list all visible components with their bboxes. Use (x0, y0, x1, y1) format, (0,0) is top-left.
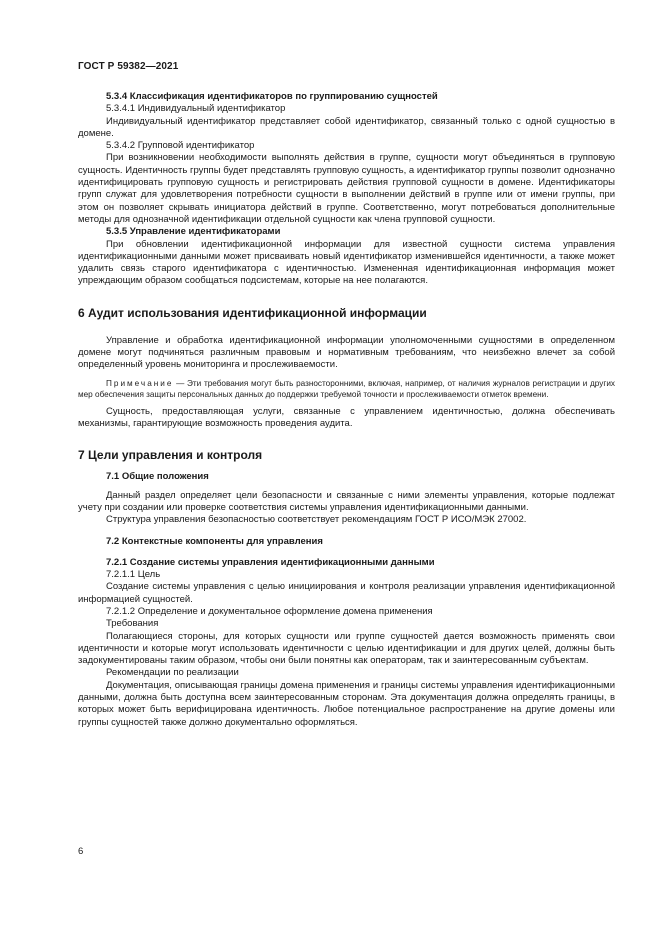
note (78, 378, 615, 400)
paragraph: Данный раздел определяет цели безопасности и связанные с ними элементы управления, которые подлежат учету при создании или проверке соответствия системы управления идентификационными данными. (78, 489, 615, 513)
note-text: — Эти требования могут быть разносторонними, включая, например, от наличия журналов регистрации и других мер обеспечения защиты персональных данных до поддержки требуемой точности и прослеживаемости отметок времени. (78, 378, 615, 399)
section-7-2-1-1-title: 7.2.1.1 Цель (106, 569, 161, 581)
section-7-1-title: 7.1 Общие положения (106, 471, 209, 483)
section-5-3-4-2-title: 5.3.4.2 Групповой идентификатор (106, 140, 255, 152)
page-number: 6 (78, 846, 84, 857)
paragraph: Создание системы управления с целью инициирования и контроля реализации управления идентификационной информацией сущностей. (78, 581, 615, 605)
paragraph: При обновлении идентификационной информации для известной сущности система управления идентификационными данными может присваивать новый идентификатор изменившейся идентичности, а также может удалить связь старого идентификатора с идентичностью. Измененная идентификационная информация может упреждающим образом сообщаться подсистемам, которые на нее полагаются. (78, 238, 615, 287)
paragraph: Сущность, предоставляющая услуги, связанные с управлением идентичностью, должна обеспечивать механизмы, гарантирующие возможность проведения аудита. (78, 405, 615, 429)
section-5-3-4-title: 5.3.4 Классификация идентификаторов по группированию сущностей (106, 91, 438, 102)
requirements-label: Требования (106, 618, 159, 630)
section-6-title: 6 Аудит использования идентификационной информации (78, 305, 427, 320)
paragraph: Управление и обработка идентификационной информации уполномоченными сущностями в определенном домене могут подчиняться различным правовым и нормативным требованиям, что неизбежно влечет за собой определенный уровень мониторинга и прослеживаемости. (78, 334, 615, 371)
paragraph: Структура управления безопасностью соответствует рекомендациям ГОСТ Р ИСО/МЭК 27002. (106, 514, 527, 526)
section-7-2-1-2-title: 7.2.1.2 Определение и документальное оформление домена применения (106, 605, 433, 617)
paragraph: Полагающиеся стороны, для которых сущности или группе сущностей дается возможность применять свои идентичности и которые могут использовать идентичности с целью идентификации и для других целей, должны быть задокументированы таким образом, чтобы они были понятны как операторам, так и заинтересованным субъектам. (78, 630, 615, 667)
recommendations-label: Рекомендации по реализации (106, 667, 239, 679)
section-5-3-4-1-title: 5.3.4.1 Индивидуальный идентификатор (106, 103, 286, 115)
document-header: ГОСТ Р 59382—2021 (78, 61, 179, 72)
paragraph: Индивидуальный идентификатор представляет собой идентификатор, связанный только с одной сущностью в домене. (78, 115, 615, 139)
note-label: Примечание (106, 378, 174, 388)
section-7-title: 7 Цели управления и контроля (78, 448, 263, 463)
section-7-2-title: 7.2 Контекстные компоненты для управления (106, 536, 323, 548)
section-5-3-5-title: 5.3.5 Управление идентификаторами (106, 226, 281, 238)
document-body (78, 91, 615, 729)
paragraph: Документация, описывающая границы домена применения и границы системы управления идентификационными данными, должна быть доступна всем заинтересованным сторонам. Эта документация должна определять границы, в которых может быть верифицирована идентичность. Любое потенциальное распространение на другие домены или группы сущностей также должно документально оформляться. (78, 679, 615, 728)
paragraph: При возникновении необходимости выполнять действия в группе, сущности могут объединяться в групповую сущность. Идентичность группы будет представлять групповую сущность, а идентификатор группы позволит однозначно идентифицировать групповую сущность и регистрировать действия групповой сущности в домене. Идентификаторы групп служат для удовлетворения потребности сущности в выполнении действий в группе или от имени группы, при этом он позволяет скрывать инициатора действий в группе. Соответственно, могут потребоваться дополнительные методы для однозначной идентификации отдельной сущности как члена групповой сущности. (78, 152, 615, 225)
section-7-2-1-title: 7.2.1 Создание системы управления идентификационными данными (106, 556, 435, 568)
